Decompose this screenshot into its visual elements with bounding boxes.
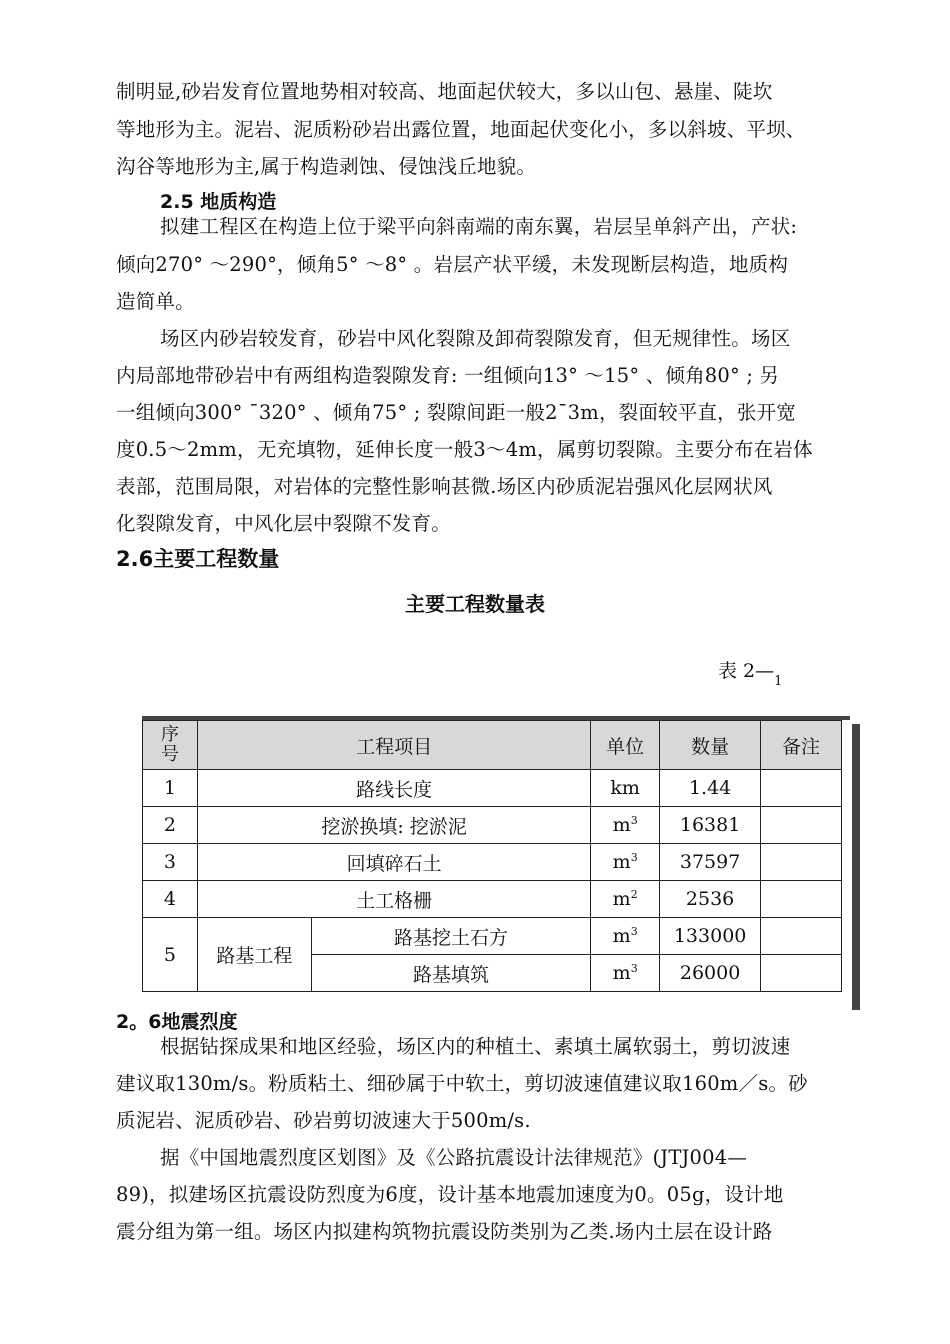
table-number	[718, 656, 782, 689]
header-note: 备注	[761, 721, 842, 770]
paragraph-line: 等地形为主。泥岩、泥质粉砂岩出露位置，地面起伏变化小，多以斜坡、平坝、	[116, 118, 806, 141]
quantity-table	[142, 720, 842, 992]
cell-note	[761, 770, 842, 807]
header-qty: 数量	[660, 721, 761, 770]
paragraph-line: 一组倾向300° ¯320° 、倾角75° ; 裂隙间距一般2¯3m，裂面较平直，张开宽	[116, 401, 796, 424]
cell-qty: 2536	[660, 881, 761, 918]
header-item: 工程项目	[197, 721, 590, 770]
paragraph-line: 表部，范围局限，对岩体的完整性影响甚微.场区内砂质泥岩强风化层网状风	[116, 475, 773, 498]
table-header-row	[143, 721, 842, 770]
cell-qty: 133000	[660, 918, 761, 955]
cell-qty: 1.44	[660, 770, 761, 807]
cell-item: 路线长度	[197, 770, 590, 807]
paragraph-line: 化裂隙发育，中风化层中裂隙不发育。	[116, 512, 451, 535]
table-number-main: 表 2—	[718, 660, 775, 682]
header-unit: 单位	[591, 721, 660, 770]
paragraph-line: 据《中国地震烈度区划图》及《公路抗震设计法律规范》(JTJ004—	[160, 1146, 748, 1169]
cell-note	[761, 881, 842, 918]
cell-item: 路基填筑	[311, 955, 590, 992]
cell-group-name: 路基工程	[197, 918, 311, 992]
cell-note	[761, 807, 842, 844]
cell-qty: 26000	[660, 955, 761, 992]
paragraph-line: 沟谷等地形为主,属于构造剥蚀、侵蚀浅丘地貌。	[116, 155, 537, 178]
cell-seq: 4	[143, 881, 198, 918]
header-seq: 序 号	[143, 721, 198, 770]
paragraph-line: 89)，拟建场区抗震设防烈度为6度，设计基本地震加速度为0。05g，设计地	[116, 1183, 784, 1206]
cell-qty: 37597	[660, 844, 761, 881]
cell-unit: $m^3$	[591, 955, 660, 992]
paragraph-line: 度0.5～2mm，无充填物，延伸长度一般3～4m，属剪切裂隙。主要分布在岩体	[116, 438, 813, 461]
quantity-table-wrapper	[142, 720, 852, 992]
cell-seq: 1	[143, 770, 198, 807]
section-heading-2-5: 2.5 地质构造	[160, 191, 277, 213]
cell-item: 路基挖土石方	[311, 918, 590, 955]
paragraph-line: 造简单。	[116, 290, 195, 313]
cell-unit: $m^3$	[591, 918, 660, 955]
table-row	[143, 881, 842, 918]
cell-seq: 2	[143, 807, 198, 844]
cell-unit: $m^3$	[591, 807, 660, 844]
table-row	[143, 918, 842, 955]
cell-seq: 5	[143, 918, 198, 992]
cell-note	[761, 844, 842, 881]
cell-unit: $m^3$	[591, 844, 660, 881]
paragraph-line: 根据钻探成果和地区经验，场区内的种植土、素填土属软弱土，剪切波速	[160, 1035, 791, 1058]
cell-note	[761, 955, 842, 992]
table-shadow	[852, 724, 860, 1010]
paragraph-line: 内局部地带砂岩中有两组构造裂隙发育: 一组倾向13° ～15° 、倾角80° ; 另	[116, 364, 780, 387]
cell-item: 挖淤换填: 挖淤泥	[197, 807, 590, 844]
section-heading-2-6-seismic: 2。6地震烈度	[116, 1011, 238, 1033]
cell-unit: $m^2$	[591, 881, 660, 918]
table-row	[143, 770, 842, 807]
cell-qty: 16381	[660, 807, 761, 844]
table-title: 主要工程数量表	[405, 592, 545, 616]
paragraph-line: 倾向270° ～290°，倾角5° ～8° 。岩层产状平缓，未发现断层构造，地质构	[116, 253, 789, 276]
paragraph-line: 震分组为第一组。场区内拟建构筑物抗震设防类别为乙类.场内土层在设计路	[116, 1220, 773, 1243]
table-number-sub: 1	[774, 674, 783, 689]
paragraph-line: 场区内砂岩较发育，砂岩中风化裂隙及卸荷裂隙发育，但无规律性。场区	[160, 327, 791, 350]
cell-item: 土工格栅	[197, 881, 590, 918]
cell-item: 回填碎石土	[197, 844, 590, 881]
table-row	[143, 807, 842, 844]
section-heading-2-6: 2.6主要工程数量	[116, 547, 280, 571]
paragraph-line: 质泥岩、泥质砂岩、砂岩剪切波速大于500m/s.	[116, 1109, 531, 1132]
paragraph-line: 拟建工程区在构造上位于梁平向斜南端的南东翼，岩层呈单斜产出，产状:	[160, 215, 798, 238]
cell-note	[761, 918, 842, 955]
paragraph-line: 制明显,砂岩发育位置地势相对较高、地面起伏较大，多以山包、悬崖、陡坎	[116, 80, 773, 103]
paragraph-line: 建议取130m/s。粉质粘土、细砂属于中软土，剪切波速值建议取160m／s。砂	[116, 1072, 808, 1095]
cell-unit: km	[591, 770, 660, 807]
cell-seq: 3	[143, 844, 198, 881]
table-row	[143, 844, 842, 881]
